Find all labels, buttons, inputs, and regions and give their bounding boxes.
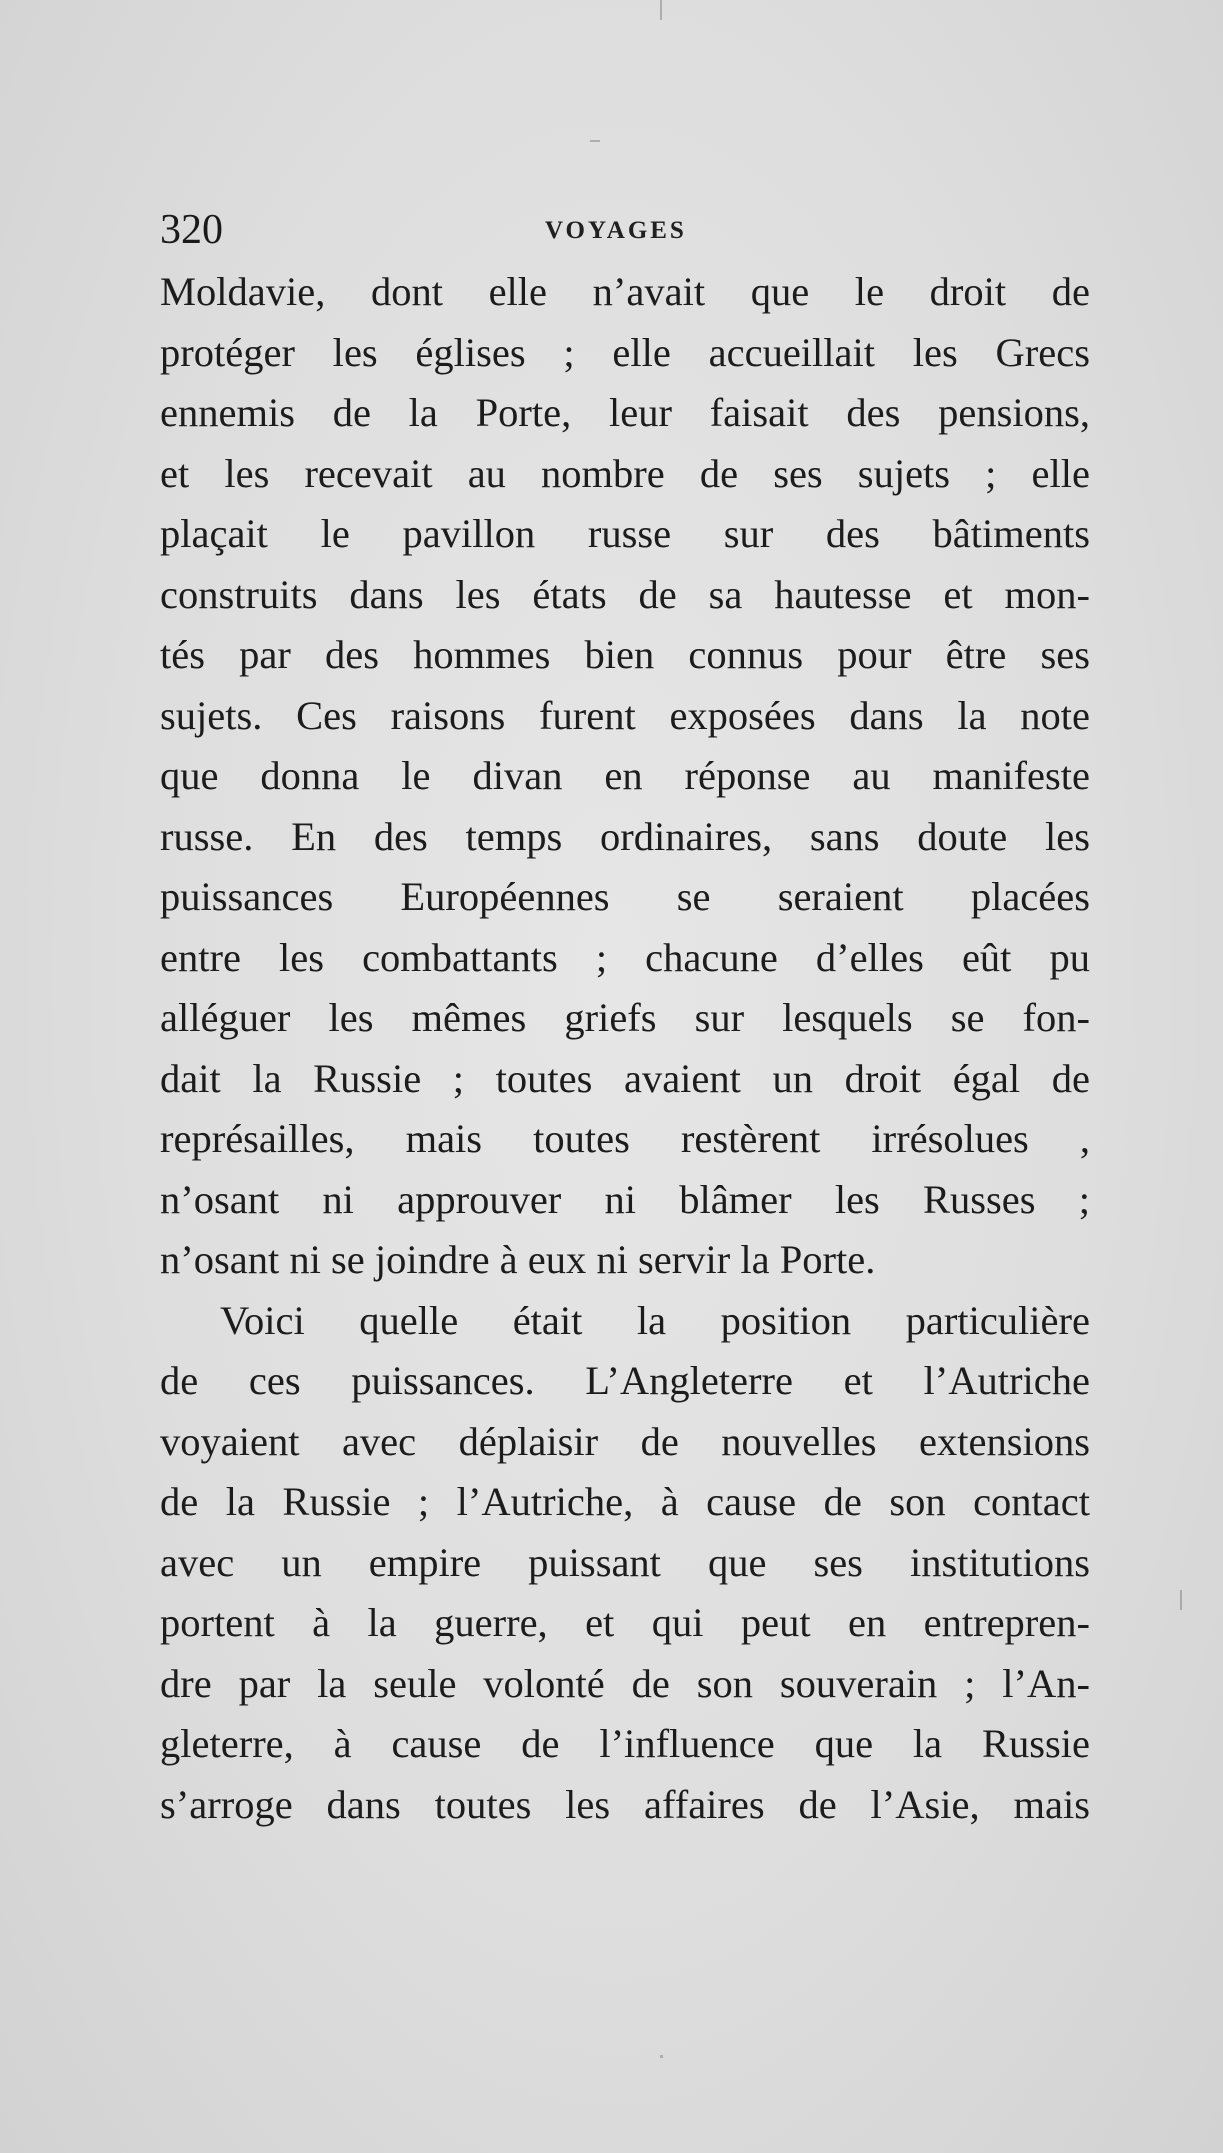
text-line: Moldavie, dont elle n’avait que le droit de: [160, 269, 1090, 314]
scan-speck: [590, 140, 600, 142]
scan-speck: [660, 0, 662, 20]
text-line: portent à la guerre, et qui peut en entrepren-: [160, 1600, 1090, 1645]
running-head: VOYAGES: [545, 217, 687, 244]
text-line: Voici quelle était la position particulière: [220, 1297, 1090, 1343]
text-line: n’osant ni se joindre à eux ni servir la Porte.: [160, 1237, 876, 1282]
text-line: n’osant ni approuver ni blâmer les Russes ;: [160, 1176, 1090, 1222]
text-line: plaçait le pavillon russe sur des bâtiments: [160, 511, 1090, 556]
text-line: tés par des hommes bien connus pour être ses: [160, 632, 1090, 677]
text-line: voyaient avec déplaisir de nouvelles extensions: [160, 1418, 1090, 1464]
scan-speck: [1180, 1590, 1182, 1610]
text-line: dait la Russie ; toutes avaient un droit égal de: [160, 1055, 1090, 1101]
text-line: construits dans les états de sa hautesse et mon-: [160, 571, 1090, 617]
text-line: gleterre, à cause de l’influence que la Russie: [160, 1721, 1090, 1766]
text-line: sujets. Ces raisons furent exposées dans la note: [160, 692, 1090, 738]
text-line: représailles, mais toutes restèrent irrésolues ,: [160, 1116, 1090, 1161]
text-line: s’arroge dans toutes les affaires de l’Asie, mais: [160, 1781, 1090, 1827]
body-text: [160, 262, 1090, 1835]
text-line: que donna le divan en réponse au manifeste: [160, 753, 1090, 798]
scan-speck: [660, 2055, 663, 2058]
page-header: [160, 200, 1090, 260]
text-line: entre les combattants ; chacune d’elles eût pu: [160, 934, 1090, 980]
text-line: avec un empire puissant que ses institutions: [160, 1539, 1090, 1585]
page-number: 320: [160, 207, 223, 253]
text-line: alléguer les mêmes griefs sur lesquels se fon-: [160, 995, 1090, 1040]
text-line: russe. En des temps ordinaires, sans doute les: [160, 813, 1090, 859]
text-line: protéger les églises ; elle accueillait les Grecs: [160, 329, 1090, 375]
text-line: ennemis de la Porte, leur faisait des pensions,: [160, 390, 1090, 435]
text-line: de la Russie ; l’Autriche, à cause de son contact: [160, 1479, 1090, 1524]
text-line: puissances Européennes se seraient placées: [160, 874, 1090, 919]
text-line: dre par la seule volonté de son souverain ; l’An-: [160, 1660, 1090, 1706]
text-line: et les recevait au nombre de ses sujets ; elle: [160, 450, 1090, 496]
text-line: de ces puissances. L’Angleterre et l’Autriche: [160, 1358, 1090, 1403]
